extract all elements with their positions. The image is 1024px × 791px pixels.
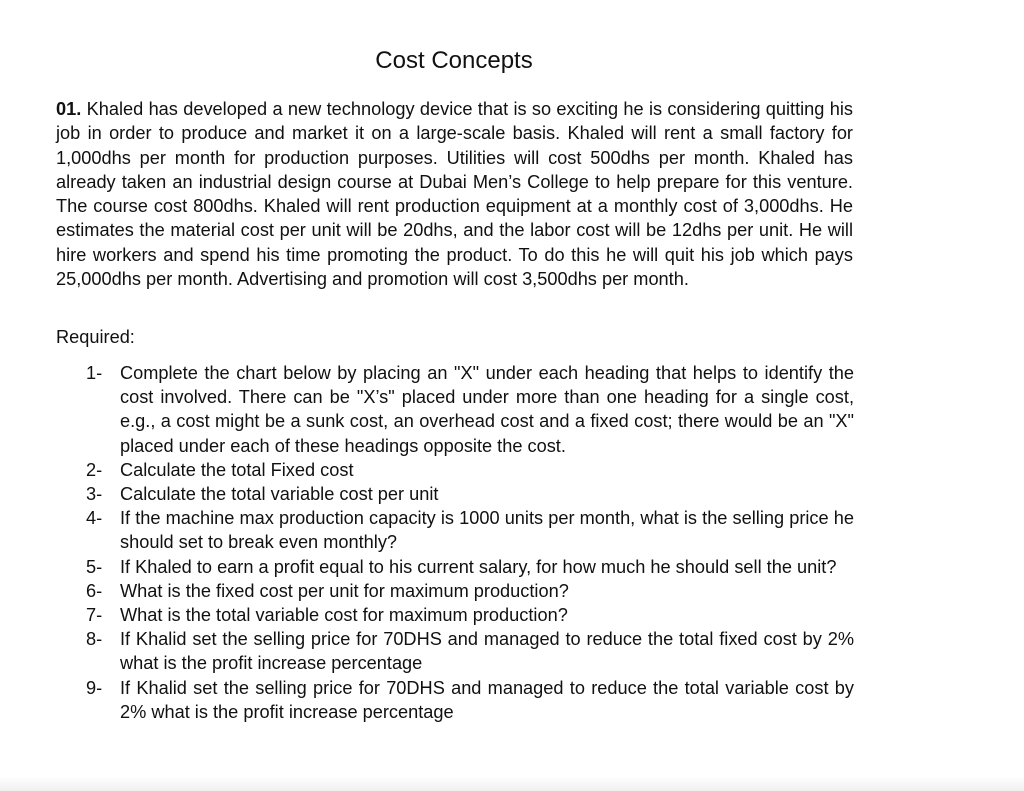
question-text: What is the fixed cost per unit for maximum production? [120,580,569,601]
question-item [86,627,854,675]
question-number: 3- [86,484,103,505]
page-bottom-shadow [0,777,1024,791]
required-label: Required: [56,327,135,347]
question-text: If Khaled to earn a profit equal to his current salary, for how much he should sell the unit? [120,556,837,577]
question-item [86,506,854,554]
question-item [86,482,854,506]
problem-statement [56,97,853,291]
question-number: 4- [86,508,103,529]
question-number: 8- [86,629,103,650]
question-item [86,676,854,724]
page-title: Cost Concepts [375,47,533,74]
problem-text: Khaled has developed a new technology device that is so exciting he is considering quitting his job in order to produce and market it on a large-scale basis. Khaled will rent a small factory for 1,000dhs per month for production purposes. Utilities will cost 500dhs per month. Khaled has already taken an industrial design course at Dubai Men’s College to help prepare for this venture. The course cost 800dhs. Khaled will rent production equipment at a monthly cost of 3,000dhs. He estimates the material cost per unit will be 20dhs, and the labor cost will be 12dhs per unit. He will hire workers and spend his time promoting the product. To do this he will quit his job which pays 25,000dhs per month. Advertising and promotion will cost 3,500dhs per month. [56,99,853,290]
question-list [86,361,854,724]
problem-number: 01. [56,99,82,119]
question-text: Complete the chart below by placing an "X" under each heading that helps to identify the cost involved. There can be "X’s" placed under more than one heading for a single cost, e.g., a cost might be a sunk cost, an overhead cost and a fixed cost; there would be an "X" placed under each of these headings opposite the cost. [120,363,854,456]
question-text: If Khalid set the selling price for 70DHS and managed to reduce the total variable cost by 2% what is the profit increase percentage [120,677,854,722]
question-text: What is the total variable cost for maximum production? [120,605,568,626]
question-text: If the machine max production capacity is 1000 units per month, what is the selling price he should set to break even monthly? [120,508,854,553]
question-item [86,603,854,627]
question-item [86,579,854,603]
question-text: If Khalid set the selling price for 70DHS and managed to reduce the total fixed cost by 2% what is the profit increase percentage [120,629,854,674]
question-number: 9- [86,677,103,698]
question-text: Calculate the total variable cost per unit [120,484,439,505]
question-item [86,458,854,482]
question-number: 5- [86,556,103,577]
question-number: 6- [86,580,103,601]
question-item [86,555,854,579]
question-number: 7- [86,605,103,626]
question-number: 2- [86,459,103,480]
question-item [86,361,854,458]
question-text: Calculate the total Fixed cost [120,459,354,480]
question-number: 1- [86,363,103,383]
